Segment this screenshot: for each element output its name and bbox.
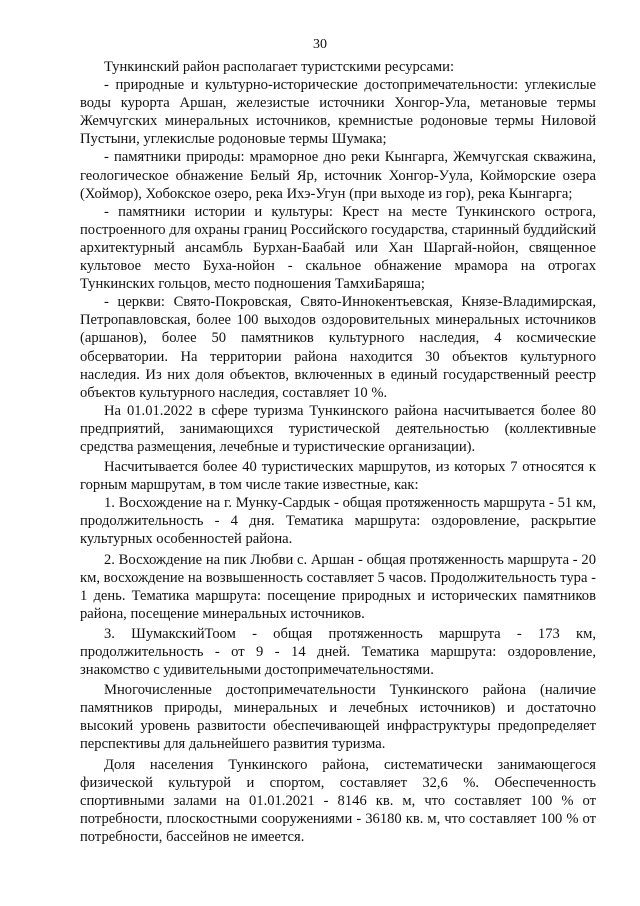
- paragraph-prospects: Многочисленные достопримечательности Тункинского района (наличие памятников природы, минеральных и лечебных источников) и достаточно высокий уровень развитости обеспечивающей инфраструктуры предопределяет перспективы для дальнейшего развития туризма.: [80, 682, 596, 753]
- paragraph-route-1: 1. Восхождение на г. Мунку-Сардык - общая протяженность маршрута - 51 км, продолжительность - 4 дня. Тематика маршрута: оздоровление, раскрытие культурных особенностей района.: [80, 495, 596, 548]
- paragraph-route-3: 3. ШумакскийТоом - общая протяженность маршрута - 173 км, продолжительность - от 9 - 14 дней. Тематика маршрута: оздоровление, знакомство с удивительными достопримечательностями.: [80, 625, 596, 679]
- paragraph-route-2: 2. Восхождение на пик Любви с. Аршан - общая протяженность маршрута - 20 км, восхождение на возвышенность составляет 5 часов. Продолжительность тура - 1 день. Тематика маршрута: посещение природных и исторических памятников района, посещение минеральных источников.: [80, 551, 596, 622]
- paragraph-nature-monuments: - памятники природы: мраморное дно реки Кынгарга, Жемчугская скважина, геологическое обнажение Белый Яр, источник Хонгор-Уула, Койморские озера (Хоймор), Хобокское озеро, река Ихэ-Угун (при выходе из гор), река Кынгарга;: [80, 149, 596, 202]
- paragraph-sports: Доля населения Тункинского района, систематически занимающегося физической культурой и спортом, составляет 32,6 %. Обеспеченность спортивными залами на 01.01.2021 - 8146 кв. м, что составляет 100 % от потребности, плоскостными сооружениями - 36180 кв. м, что составляет 100 % от потребности, бассейнов не имеется.: [80, 756, 596, 845]
- paragraph-tourism-enterprises: На 01.01.2022 в сфере туризма Тункинского района насчитывается более 80 предприятий, занимающихся туристической деятельностью (коллективные средства размещения, лечебные и туристические организации).: [80, 402, 596, 455]
- body-text: [80, 58, 596, 846]
- paragraph-history-culture-monuments: - памятники истории и культуры: Крест на месте Тункинского острога, построенного для охраны границ Российского государства, старинный буддийский архитектурный ансамбль Бурхан-Баабай или Хан Шаргай-нойон, священное культовое место Буха-нойон - скальное обнажение мрамора на отрогах Тункинских гольцов, место подношения ТамхиБаряша;: [80, 203, 596, 293]
- paragraph-natural-cultural-sights: - природные и культурно-исторические достопримечательности: углекислые воды курорта Аршан, железистые источники Хонгор-Ула, метановые термы Жемчугских минеральных источников, кремнистые родоновые термы Ниловой Пустыни, углекислые родоновые термы Шумака;: [80, 77, 596, 148]
- paragraph-routes-intro: Насчитывается более 40 туристических маршрутов, из которых 7 относятся к горным маршрутам, в том числе такие известные, как:: [80, 459, 596, 494]
- paragraph-intro: Тункинский район располагает туристскими ресурсами:: [104, 59, 455, 75]
- paragraph-churches: - церкви: Свято-Покровская, Свято-Иннокентьевская, Князе-Владимирская, Петропавловская, более 100 выходов оздоровительных минеральных источников (аршанов), более 50 памятников культурного наследия, 4 космические обсерватории. На территории района находится 30 объектов культурного наследия. Из них доля объектов, включенных в единый государственный реестр объектов культурного наследия, составляет 10 %.: [80, 294, 596, 401]
- page-number: 30: [313, 37, 327, 52]
